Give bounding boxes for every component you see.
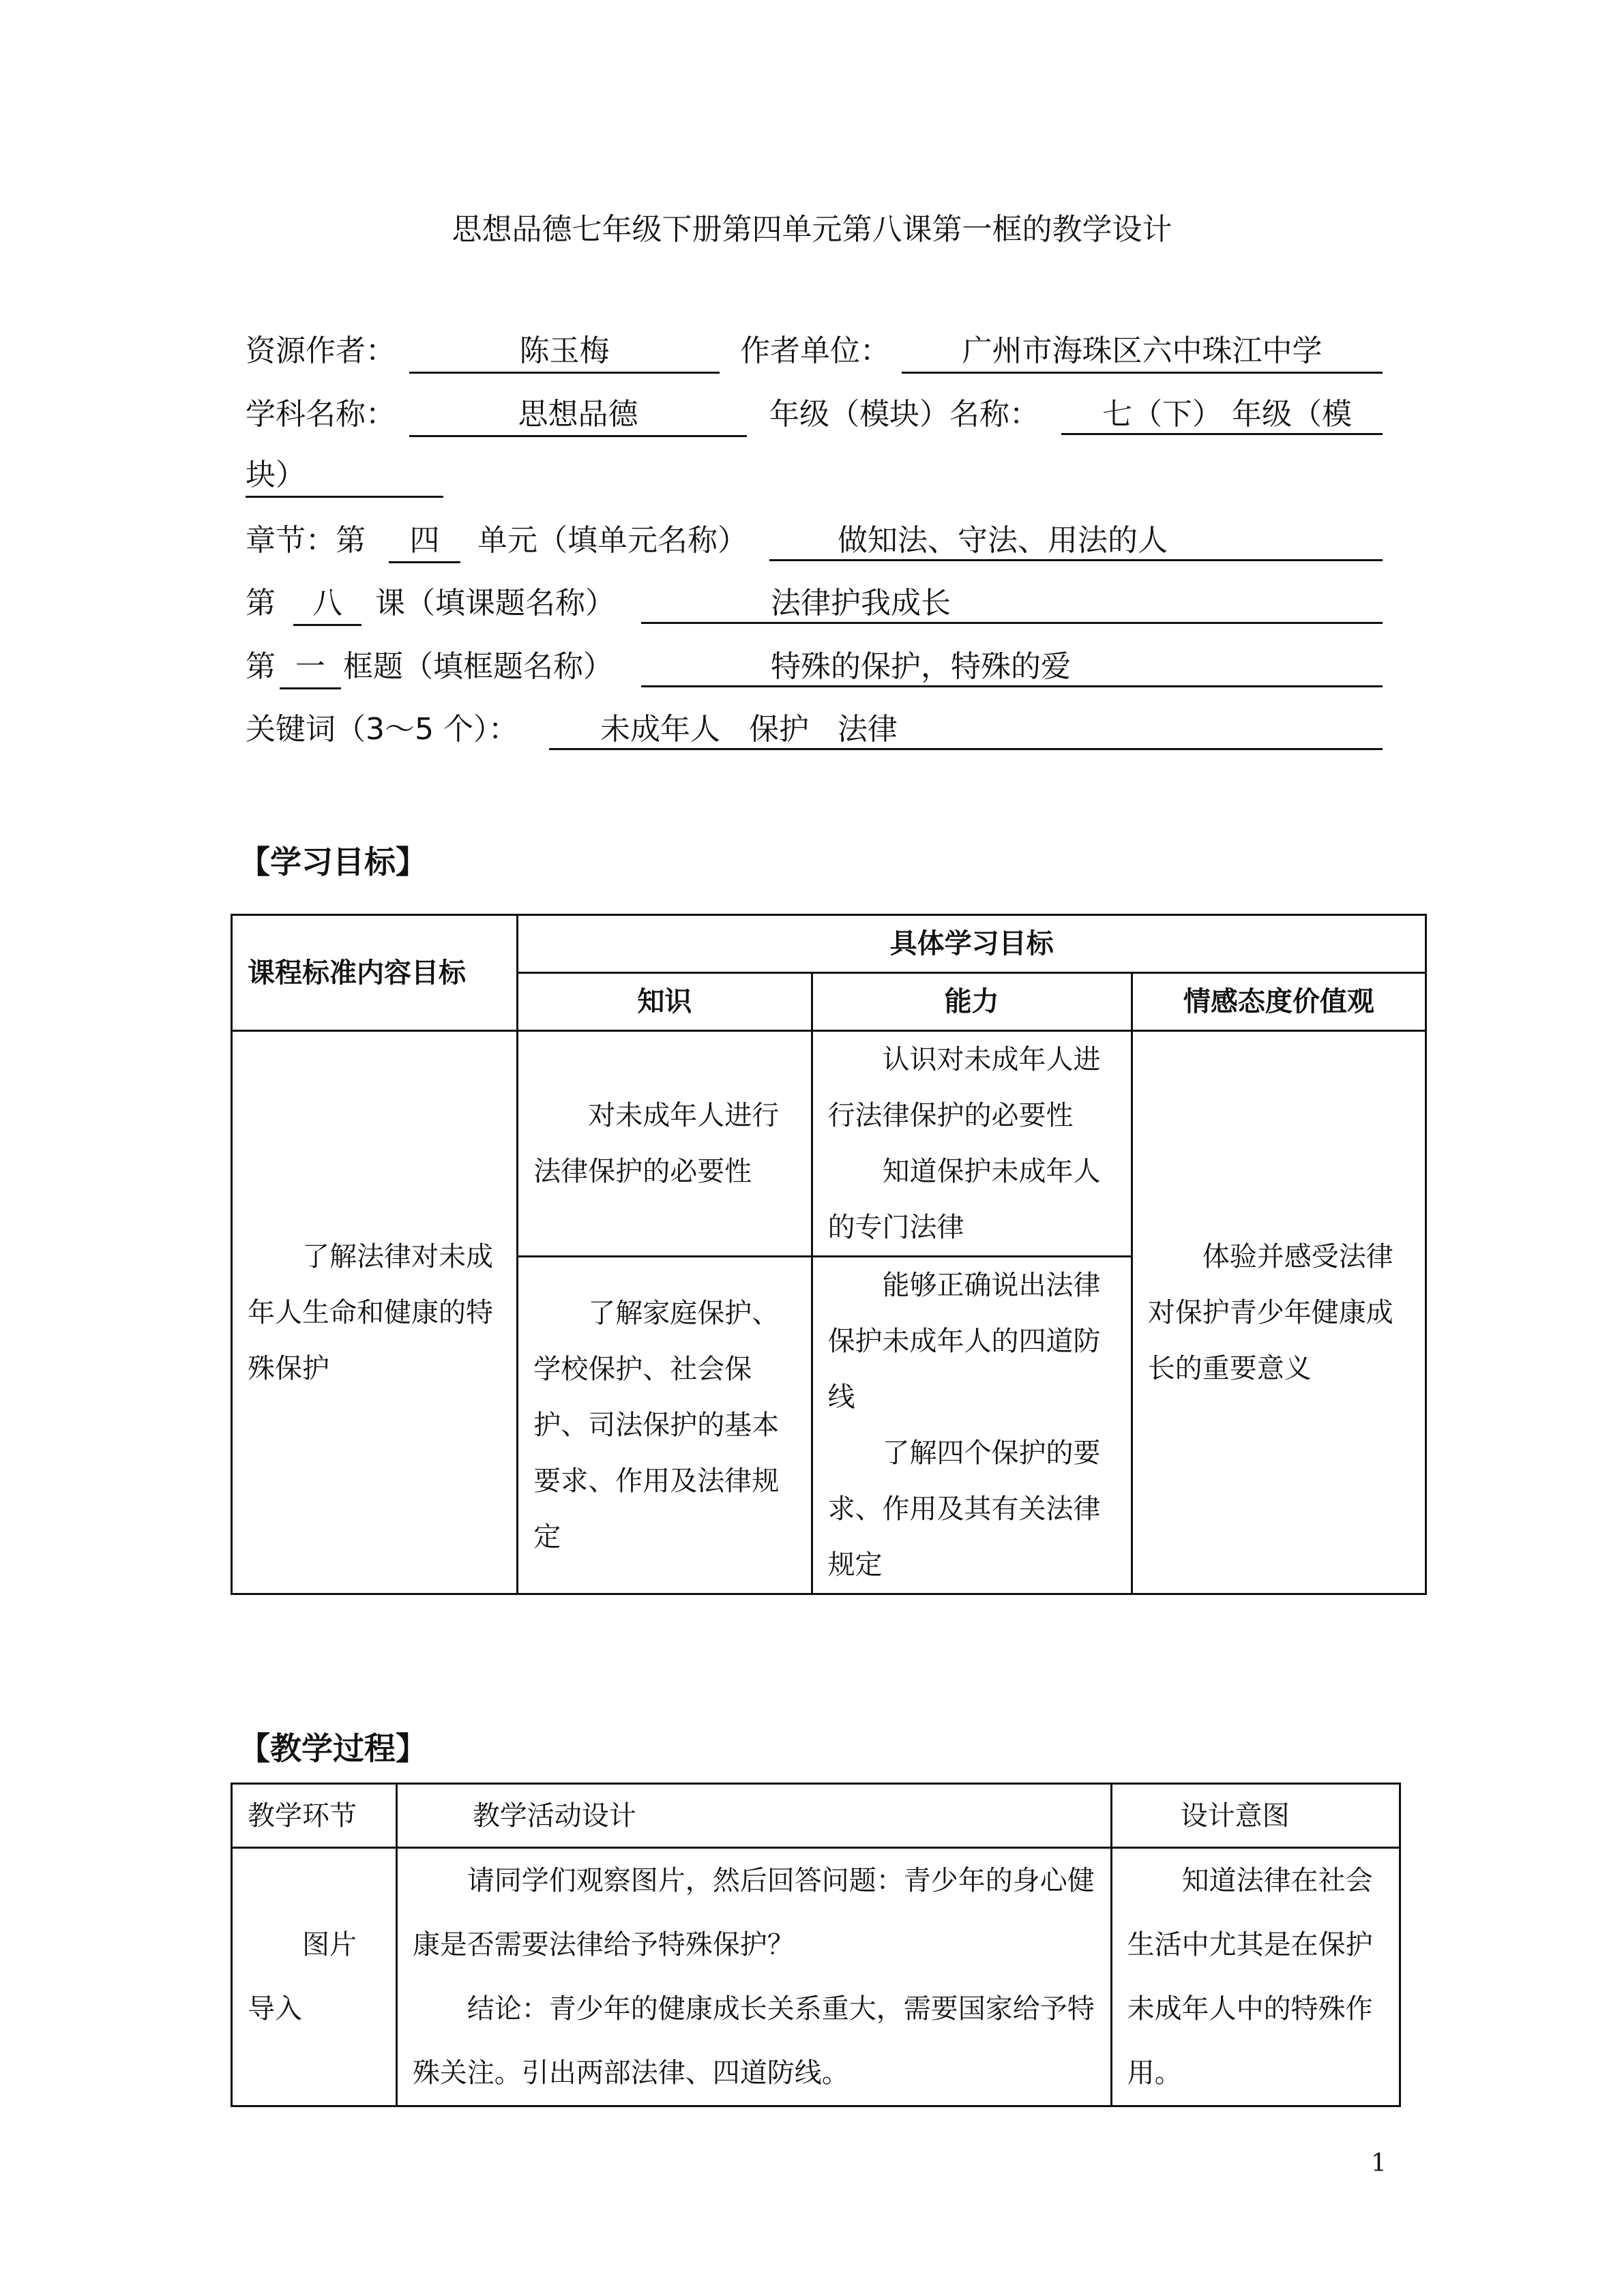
lesson-number: 八	[293, 583, 361, 626]
goals-ability-2a: 能够正确说出法律保护未成年人的四道防线	[827, 1270, 1101, 1413]
goals-standard-cell: 了解法律对未成年人生命和健康的特殊保护	[232, 1031, 518, 1594]
frame-number: 一	[280, 646, 341, 689]
keywords-value: 未成年人 保护 法律	[549, 709, 1383, 750]
subject-label: 学科名称：	[246, 397, 396, 432]
grade-value: 七（下） 年级（模	[1061, 394, 1383, 435]
goals-heading: 【学习目标】	[239, 844, 427, 880]
process-row1-activity-1: 请同学们观察图片，然后回答问题：青少年的身心健康是否需要法律给予特殊保护？	[412, 1865, 1095, 1960]
goals-col-knowledge: 知识	[518, 973, 812, 1031]
goals-knowledge-2: 了解家庭保护、学校保护、社会保护、司法保护的基本要求、作用及法律规定	[518, 1257, 812, 1594]
goals-col-ability: 能力	[812, 973, 1132, 1031]
frame-prefix: 第	[246, 649, 276, 684]
process-row1-intent: 知道法律在社会生活中尤其是在保护未成年人中的特殊作用。	[1111, 1848, 1400, 2106]
unit-label: 作者单位：	[740, 333, 890, 368]
lesson-mid: 课（填课题名称）	[375, 586, 615, 621]
grade-label: 年级（模块）名称：	[769, 397, 1039, 432]
goals-table	[231, 914, 1427, 1595]
process-col-activity: 教学活动设计	[396, 1784, 1111, 1848]
goals-col-specific: 具体学习目标	[518, 915, 1426, 973]
goals-ability-2b: 了解四个保护的要求、作用及其有关法律规定	[827, 1437, 1101, 1581]
chapter-mid: 单元（填单元名称）	[477, 523, 748, 558]
goals-ability-1	[812, 1031, 1132, 1257]
process-row1-activity-2: 结论：青少年的健康成长关系重大，需要国家给予特殊关注。引出两部法律、四道防线。	[412, 1993, 1095, 2089]
goals-emotion-cell: 体验并感受法律对保护青少年健康成长的重要意义	[1132, 1031, 1426, 1594]
frame-name: 特殊的保护，特殊的爱	[641, 646, 1383, 687]
process-heading: 【教学过程】	[239, 1730, 427, 1767]
goals-col-emotion: 情感态度价值观	[1132, 973, 1426, 1031]
process-col-stage: 教学环节	[232, 1784, 397, 1848]
keywords-label: 关键词（3～5 个）：	[246, 712, 518, 747]
author-value: 陈玉梅	[409, 331, 720, 374]
chapter-name: 做知法、守法、用法的人	[769, 520, 1383, 561]
author-label: 资源作者：	[246, 333, 396, 368]
goals-ability-2	[812, 1257, 1132, 1594]
goals-col-standard: 课程标准内容目标	[232, 915, 518, 1031]
goals-ability-1a: 认识对未成年人进行法律保护的必要性	[827, 1044, 1101, 1131]
process-col-intent: 设计意图	[1111, 1784, 1400, 1848]
frame-mid: 框题（填框题名称）	[343, 649, 613, 684]
page-number: 1	[1371, 2149, 1387, 2177]
chapter-prefix: 章节：第	[246, 523, 366, 558]
goals-knowledge-1: 对未成年人进行法律保护的必要性	[518, 1031, 812, 1257]
page-title: 思想品德七年级下册第四单元第八课第一框的教学设计	[452, 212, 1172, 247]
lesson-prefix: 第	[246, 586, 276, 621]
grade-value-cont: 块）	[246, 455, 443, 498]
unit-value: 广州市海珠区六中珠江中学	[902, 331, 1383, 374]
goals-ability-1b: 知道保护未成年人的专门法律	[827, 1156, 1101, 1243]
process-table	[231, 1783, 1401, 2107]
process-row1-stage: 图片导入	[232, 1848, 397, 2106]
lesson-name: 法律护我成长	[641, 583, 1383, 624]
process-row1-activity	[396, 1848, 1111, 2106]
subject-value: 思想品德	[409, 394, 747, 437]
chapter-number: 四	[389, 520, 460, 563]
